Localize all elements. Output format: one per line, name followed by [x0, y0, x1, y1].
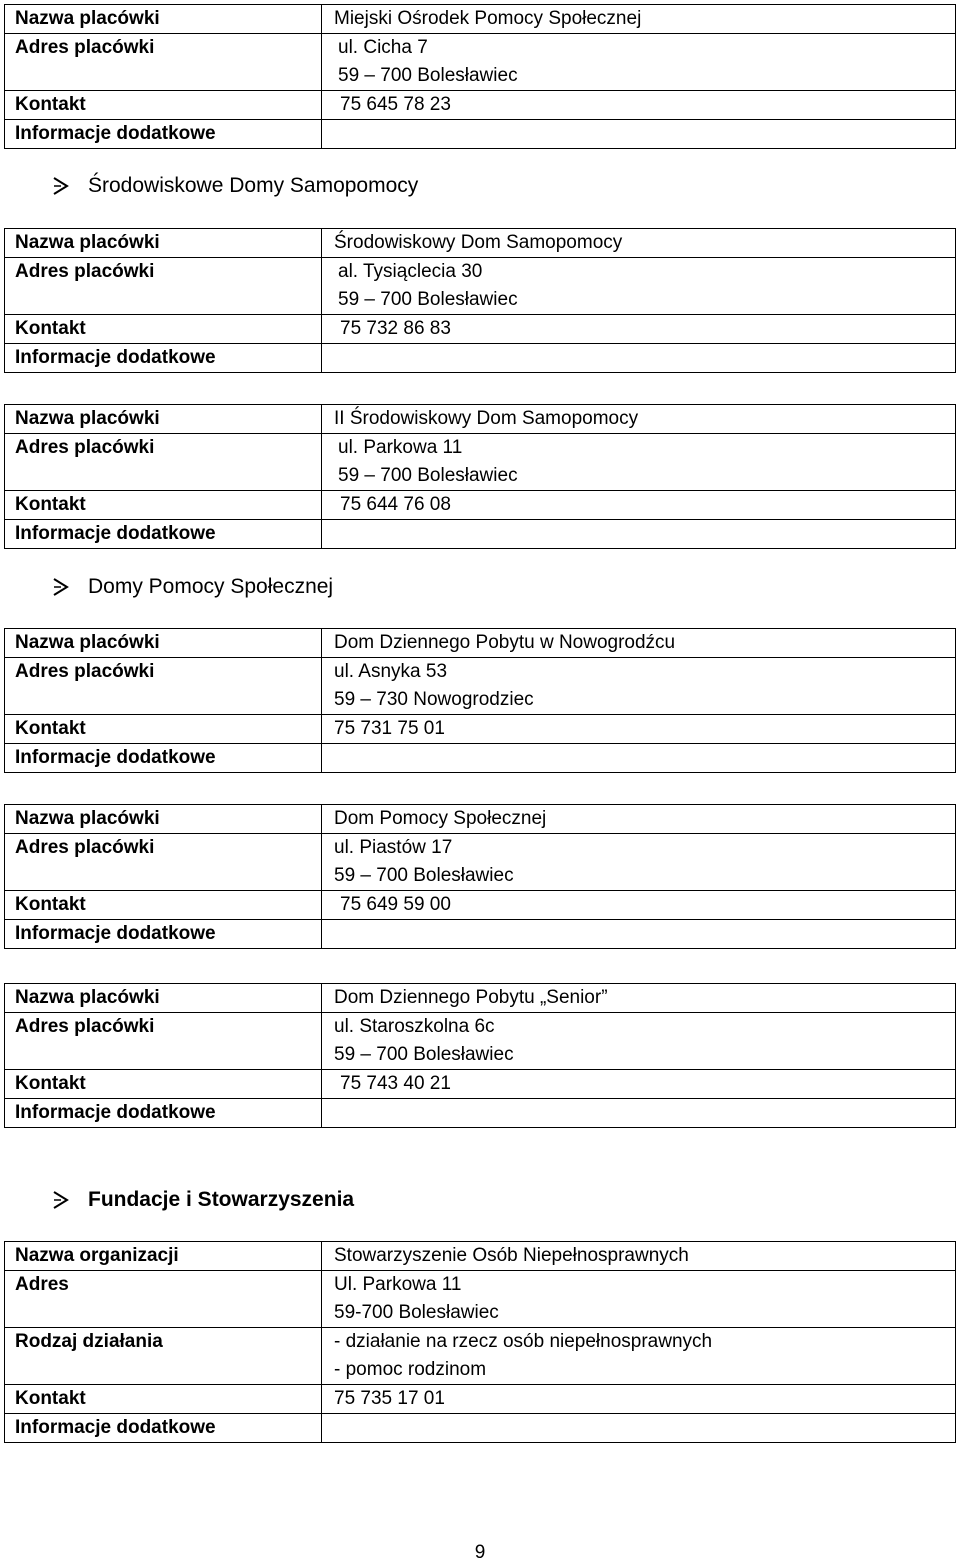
org-extra [322, 1414, 956, 1443]
facility-extra [322, 744, 956, 773]
facility-extra [322, 344, 956, 373]
address-street: ul. Staroszkolna 6c [334, 1016, 495, 1037]
facility-address [322, 434, 956, 491]
facility-address [322, 34, 956, 91]
address-label: Adres placówki [5, 34, 322, 91]
org-contact: 75 735 17 01 [322, 1385, 956, 1414]
activity-item: - pomoc rodzinom [334, 1359, 487, 1380]
activity-label: Rodzaj działania [5, 1328, 322, 1385]
name-label: Nazwa placówki [5, 984, 322, 1013]
facility-address [322, 1013, 956, 1070]
facility-contact: 75 743 40 21 [322, 1070, 956, 1099]
facility-table-mops [4, 4, 956, 149]
section-heading-sds [52, 174, 418, 198]
facility-contact: 75 645 78 23 [322, 91, 956, 120]
facility-contact: 75 644 76 08 [322, 491, 956, 520]
facility-contact: 75 732 86 83 [322, 315, 956, 344]
facility-name: II Środowiskowy Dom Samopomocy [322, 405, 956, 434]
name-label: Nazwa placówki [5, 405, 322, 434]
address-label: Adres placówki [5, 258, 322, 315]
facility-contact: 75 731 75 01 [322, 715, 956, 744]
extra-label: Informacje dodatkowe [5, 920, 322, 949]
address-label: Adres placówki [5, 1013, 322, 1070]
extra-label: Informacje dodatkowe [5, 344, 322, 373]
facility-extra [322, 1099, 956, 1128]
org-address-city: 59-700 Bolesławiec [334, 1302, 499, 1323]
arrow-bullet-icon [52, 577, 70, 597]
arrow-bullet-icon [52, 176, 70, 196]
facility-name: Dom Pomocy Społecznej [322, 805, 956, 834]
activity-item: - działanie na rzecz osób niepełnosprawnych [334, 1331, 713, 1352]
facility-name: Środowiskowy Dom Samopomocy [322, 229, 956, 258]
name-label: Nazwa placówki [5, 229, 322, 258]
address-label: Adres placówki [5, 834, 322, 891]
facility-table-senior [4, 983, 956, 1128]
address-street: ul. Parkowa 11 [338, 437, 463, 458]
org-extra-label: Informacje dodatkowe [5, 1414, 322, 1443]
org-address-street: Ul. Parkowa 11 [334, 1274, 462, 1295]
org-activities [322, 1328, 956, 1385]
address-city: 59 – 700 Bolesławiec [338, 65, 518, 86]
extra-label: Informacje dodatkowe [5, 1099, 322, 1128]
address-street: ul. Cicha 7 [338, 37, 428, 58]
facility-address [322, 834, 956, 891]
facility-table-ddp-nowogrodziec [4, 628, 956, 773]
page-number: 9 [474, 1542, 486, 1563]
contact-label: Kontakt [5, 715, 322, 744]
facility-table-dps [4, 804, 956, 949]
org-address [322, 1271, 956, 1328]
address-label: Adres placówki [5, 434, 322, 491]
address-label: Adres placówki [5, 658, 322, 715]
extra-label: Informacje dodatkowe [5, 744, 322, 773]
facility-name: Miejski Ośrodek Pomocy Społecznej [322, 5, 956, 34]
section-heading-fundacje [52, 1188, 354, 1212]
address-street: ul. Asnyka 53 [334, 661, 448, 682]
org-name: Stowarzyszenie Osób Niepełnosprawnych [322, 1242, 956, 1271]
section-title: Środowiskowe Domy Samopomocy [88, 174, 419, 197]
section-title: Domy Pomocy Społecznej [88, 575, 334, 598]
extra-label: Informacje dodatkowe [5, 120, 322, 149]
facility-extra [322, 120, 956, 149]
facility-extra [322, 520, 956, 549]
facility-name: Dom Dziennego Pobytu w Nowogrodźcu [322, 629, 956, 658]
address-city: 59 – 700 Bolesławiec [334, 1044, 514, 1065]
facility-contact: 75 649 59 00 [322, 891, 956, 920]
organization-table [4, 1241, 956, 1443]
extra-label: Informacje dodatkowe [5, 520, 322, 549]
contact-label: Kontakt [5, 491, 322, 520]
address-street: al. Tysiąclecia 30 [338, 261, 483, 282]
facility-table-sds [4, 228, 956, 373]
section-heading-dps [52, 575, 333, 599]
facility-address [322, 658, 956, 715]
name-label: Nazwa placówki [5, 5, 322, 34]
org-address-label: Adres [5, 1271, 322, 1328]
address-city: 59 – 700 Bolesławiec [338, 465, 518, 486]
address-city: 59 – 730 Nowogrodziec [334, 689, 534, 710]
section-title: Fundacje i Stowarzyszenia [88, 1188, 355, 1211]
facility-address [322, 258, 956, 315]
contact-label: Kontakt [5, 1070, 322, 1099]
facility-name: Dom Dziennego Pobytu „Senior” [322, 984, 956, 1013]
name-label: Nazwa placówki [5, 629, 322, 658]
name-label: Nazwa placówki [5, 805, 322, 834]
contact-label: Kontakt [5, 315, 322, 344]
org-name-label: Nazwa organizacji [5, 1242, 322, 1271]
org-contact-label: Kontakt [5, 1385, 322, 1414]
address-street: ul. Piastów 17 [334, 837, 453, 858]
contact-label: Kontakt [5, 91, 322, 120]
facility-table-sds-2 [4, 404, 956, 549]
contact-label: Kontakt [5, 891, 322, 920]
arrow-bullet-icon [52, 1190, 70, 1210]
facility-extra [322, 920, 956, 949]
address-city: 59 – 700 Bolesławiec [334, 865, 514, 886]
address-city: 59 – 700 Bolesławiec [338, 289, 518, 310]
